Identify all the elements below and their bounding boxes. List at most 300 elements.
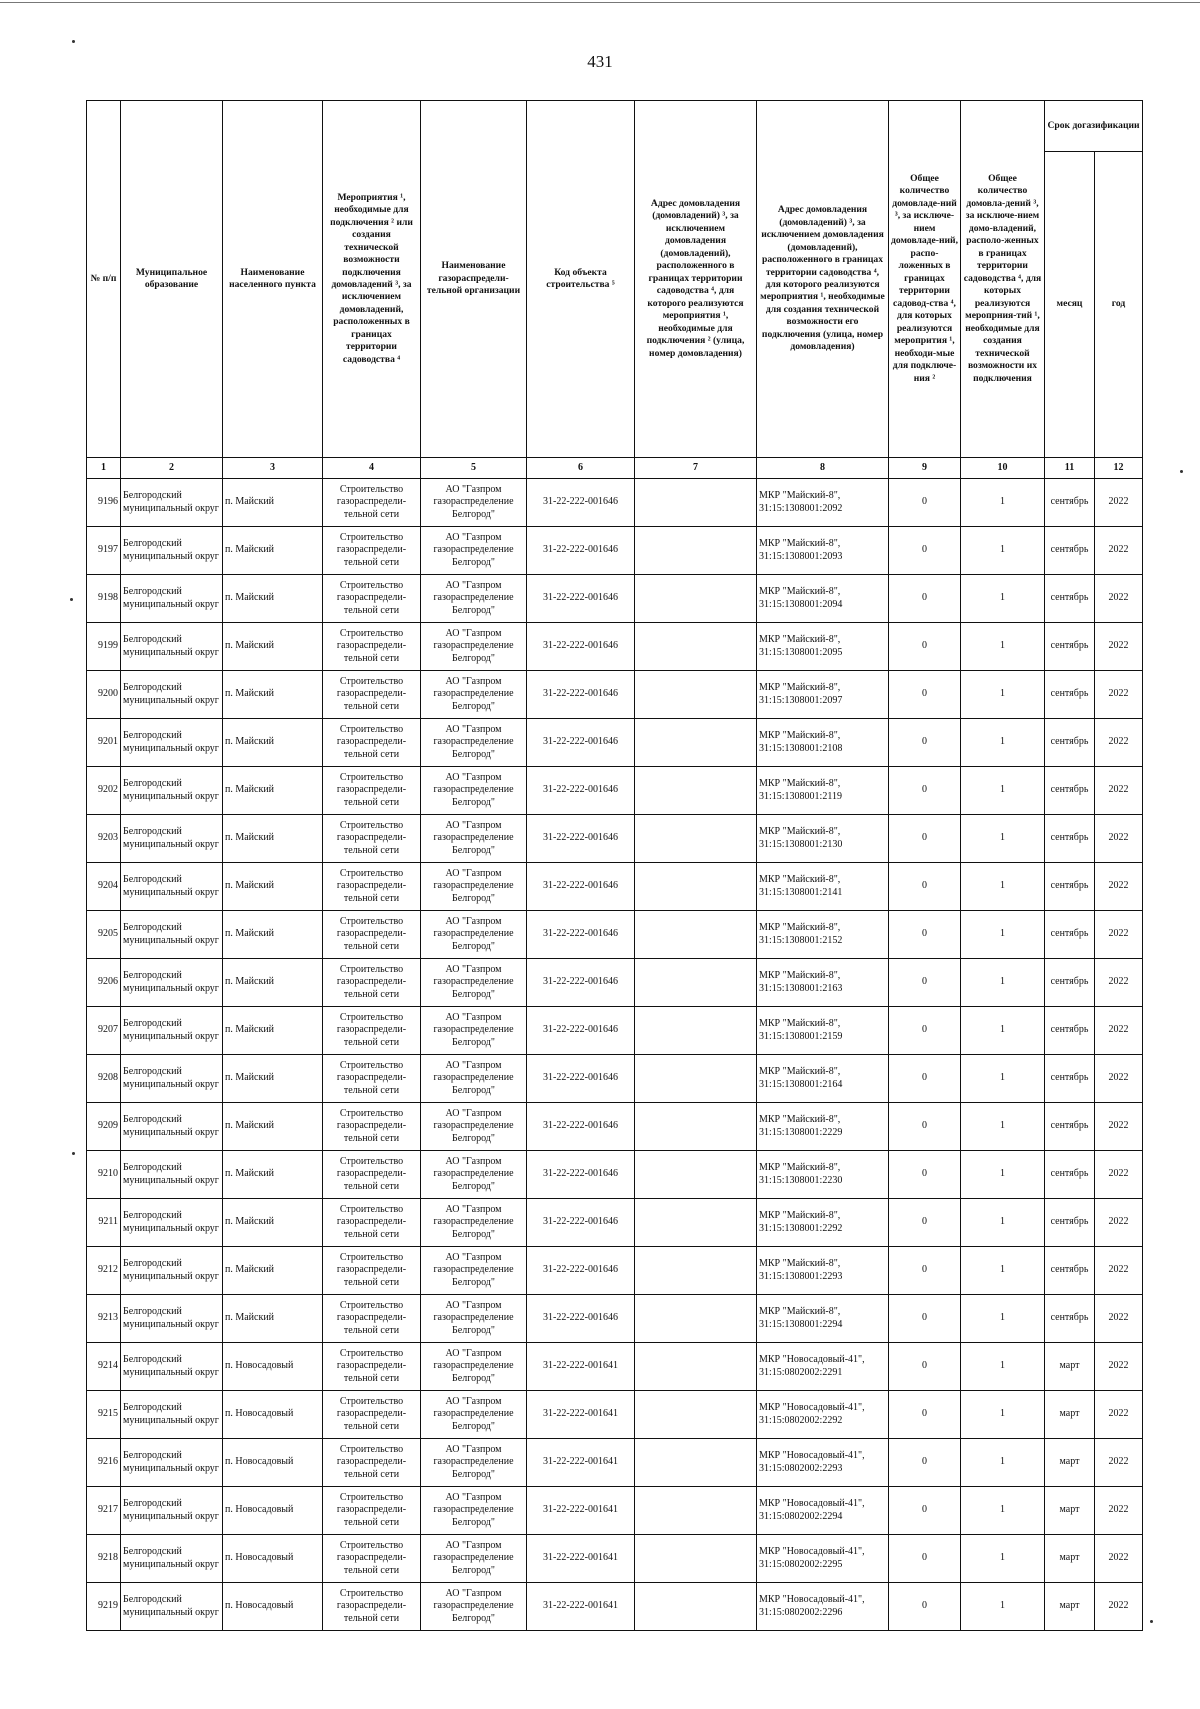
table-row	[87, 623, 1143, 671]
header-month: месяц	[1045, 152, 1095, 458]
count-capability-cell: 1	[961, 527, 1045, 575]
municipality-cell: Белгородский муниципальный округ	[121, 1343, 223, 1391]
object-code-cell: 31-22-222-001646	[527, 1199, 635, 1247]
year-cell: 2022	[1095, 1439, 1143, 1487]
column-number: 3	[223, 458, 323, 479]
month-cell: сентябрь	[1045, 1199, 1095, 1247]
municipality-cell: Белгородский муниципальный округ	[121, 815, 223, 863]
count-connection-cell: 0	[889, 1391, 961, 1439]
count-capability-cell: 1	[961, 911, 1045, 959]
table-row	[87, 1295, 1143, 1343]
measure-cell: Строительство газораспредели-тельной сети	[323, 1055, 421, 1103]
object-code-cell: 31-22-222-001641	[527, 1487, 635, 1535]
count-connection-cell: 0	[889, 719, 961, 767]
municipality-cell: Белгородский муниципальный округ	[121, 1103, 223, 1151]
count-connection-cell: 0	[889, 1055, 961, 1103]
municipality-cell: Белгородский муниципальный округ	[121, 575, 223, 623]
address-connection-cell	[635, 1583, 757, 1631]
count-capability-cell: 1	[961, 1199, 1045, 1247]
address-connection-cell	[635, 575, 757, 623]
address-connection-cell	[635, 1247, 757, 1295]
address-capability-cell: МКР "Майский-8", 31:15:1308001:2152	[757, 911, 889, 959]
count-connection-cell: 0	[889, 623, 961, 671]
measure-cell: Строительство газораспредели-тельной сети	[323, 1199, 421, 1247]
month-cell: сентябрь	[1045, 1151, 1095, 1199]
measure-cell: Строительство газораспредели-тельной сети	[323, 1103, 421, 1151]
measure-cell: Строительство газораспредели-тельной сети	[323, 1007, 421, 1055]
header-gas-org: Наименование газораспредели-тельной организации	[421, 101, 527, 458]
settlement-cell: п. Майский	[223, 767, 323, 815]
municipality-cell: Белгородский муниципальный округ	[121, 719, 223, 767]
municipality-cell: Белгородский муниципальный округ	[121, 623, 223, 671]
gas-org-cell: АО "Газпром газораспределение Белгород"	[421, 575, 527, 623]
month-cell: сентябрь	[1045, 863, 1095, 911]
address-connection-cell	[635, 1199, 757, 1247]
municipality-cell: Белгородский муниципальный округ	[121, 1007, 223, 1055]
measure-cell: Строительство газораспредели-тельной сети	[323, 527, 421, 575]
gas-org-cell: АО "Газпром газораспределение Белгород"	[421, 623, 527, 671]
object-code-cell: 31-22-222-001646	[527, 959, 635, 1007]
gas-org-cell: АО "Газпром газораспределение Белгород"	[421, 479, 527, 527]
municipality-cell: Белгородский муниципальный округ	[121, 479, 223, 527]
gas-org-cell: АО "Газпром газораспределение Белгород"	[421, 1295, 527, 1343]
address-capability-cell: МКР "Новосадовый-41", 31:15:0802002:2291	[757, 1343, 889, 1391]
header-count-capability: Общее количество домовла-дений ³, за исключе-нием домо-владений, располо-женных в границах территории садоводства ⁴, для которых реализуются меропрния-тий ¹, необходимые для создания технической возможности их подключения	[961, 101, 1045, 458]
count-connection-cell: 0	[889, 911, 961, 959]
month-cell: сентябрь	[1045, 719, 1095, 767]
table-row	[87, 1535, 1143, 1583]
count-capability-cell: 1	[961, 479, 1045, 527]
measure-cell: Строительство газораспредели-тельной сети	[323, 671, 421, 719]
address-capability-cell: МКР "Майский-8", 31:15:1308001:2093	[757, 527, 889, 575]
month-cell: март	[1045, 1487, 1095, 1535]
count-capability-cell: 1	[961, 1391, 1045, 1439]
settlement-cell: п. Майский	[223, 527, 323, 575]
month-cell: март	[1045, 1391, 1095, 1439]
gas-org-cell: АО "Газпром газораспределение Белгород"	[421, 1343, 527, 1391]
address-capability-cell: МКР "Майский-8", 31:15:1308001:2163	[757, 959, 889, 1007]
month-cell: сентябрь	[1045, 671, 1095, 719]
table-row	[87, 719, 1143, 767]
row-number: 9204	[87, 863, 121, 911]
count-connection-cell: 0	[889, 1103, 961, 1151]
year-cell: 2022	[1095, 911, 1143, 959]
row-number: 9212	[87, 1247, 121, 1295]
year-cell: 2022	[1095, 1487, 1143, 1535]
row-number: 9203	[87, 815, 121, 863]
table-row	[87, 911, 1143, 959]
month-cell: март	[1045, 1439, 1095, 1487]
object-code-cell: 31-22-222-001646	[527, 1103, 635, 1151]
settlement-cell: п. Майский	[223, 863, 323, 911]
address-capability-cell: МКР "Новосадовый-41", 31:15:0802002:2296	[757, 1583, 889, 1631]
object-code-cell: 31-22-222-001641	[527, 1439, 635, 1487]
count-connection-cell: 0	[889, 1343, 961, 1391]
municipality-cell: Белгородский муниципальный округ	[121, 1439, 223, 1487]
measure-cell: Строительство газораспредели-тельной сети	[323, 815, 421, 863]
address-connection-cell	[635, 623, 757, 671]
year-cell: 2022	[1095, 1247, 1143, 1295]
count-capability-cell: 1	[961, 1487, 1045, 1535]
measure-cell: Строительство газораспредели-тельной сети	[323, 1583, 421, 1631]
object-code-cell: 31-22-222-001646	[527, 719, 635, 767]
gas-org-cell: АО "Газпром газораспределение Белгород"	[421, 959, 527, 1007]
row-number: 9202	[87, 767, 121, 815]
table-row	[87, 1391, 1143, 1439]
measure-cell: Строительство газораспредели-тельной сети	[323, 863, 421, 911]
column-number: 5	[421, 458, 527, 479]
measure-cell: Строительство газораспредели-тельной сети	[323, 1343, 421, 1391]
scan-speck	[72, 40, 75, 43]
count-connection-cell: 0	[889, 479, 961, 527]
settlement-cell: п. Новосадовый	[223, 1583, 323, 1631]
count-connection-cell: 0	[889, 767, 961, 815]
measure-cell: Строительство газораспредели-тельной сети	[323, 1439, 421, 1487]
count-connection-cell: 0	[889, 1247, 961, 1295]
measure-cell: Строительство газораспредели-тельной сети	[323, 959, 421, 1007]
gasification-table	[86, 100, 1143, 1631]
municipality-cell: Белгородский муниципальный округ	[121, 1055, 223, 1103]
settlement-cell: п. Новосадовый	[223, 1535, 323, 1583]
year-cell: 2022	[1095, 1151, 1143, 1199]
count-connection-cell: 0	[889, 815, 961, 863]
month-cell: сентябрь	[1045, 527, 1095, 575]
count-connection-cell: 0	[889, 575, 961, 623]
row-number: 9199	[87, 623, 121, 671]
month-cell: сентябрь	[1045, 911, 1095, 959]
count-connection-cell: 0	[889, 1007, 961, 1055]
scan-speck	[1150, 1620, 1153, 1623]
count-capability-cell: 1	[961, 1535, 1045, 1583]
table-row	[87, 575, 1143, 623]
address-connection-cell	[635, 1343, 757, 1391]
table-row	[87, 671, 1143, 719]
row-number: 9197	[87, 527, 121, 575]
object-code-cell: 31-22-222-001641	[527, 1583, 635, 1631]
row-number: 9216	[87, 1439, 121, 1487]
table-row	[87, 1583, 1143, 1631]
address-connection-cell	[635, 527, 757, 575]
top-rule	[0, 2, 1200, 3]
count-capability-cell: 1	[961, 1007, 1045, 1055]
table-row	[87, 767, 1143, 815]
address-capability-cell: МКР "Майский-8", 31:15:1308001:2108	[757, 719, 889, 767]
month-cell: сентябрь	[1045, 959, 1095, 1007]
month-cell: сентябрь	[1045, 575, 1095, 623]
address-connection-cell	[635, 719, 757, 767]
count-capability-cell: 1	[961, 1055, 1045, 1103]
municipality-cell: Белгородский муниципальный округ	[121, 863, 223, 911]
municipality-cell: Белгородский муниципальный округ	[121, 959, 223, 1007]
object-code-cell: 31-22-222-001646	[527, 767, 635, 815]
measure-cell: Строительство газораспредели-тельной сети	[323, 719, 421, 767]
year-cell: 2022	[1095, 575, 1143, 623]
measure-cell: Строительство газораспредели-тельной сети	[323, 1295, 421, 1343]
gas-org-cell: АО "Газпром газораспределение Белгород"	[421, 671, 527, 719]
header-deadline: Срок догазификации	[1045, 101, 1143, 152]
year-cell: 2022	[1095, 1055, 1143, 1103]
address-connection-cell	[635, 479, 757, 527]
gas-org-cell: АО "Газпром газораспределение Белгород"	[421, 1055, 527, 1103]
address-capability-cell: МКР "Майский-8", 31:15:1308001:2130	[757, 815, 889, 863]
table-row	[87, 1055, 1143, 1103]
column-number: 7	[635, 458, 757, 479]
measure-cell: Строительство газораспредели-тельной сети	[323, 623, 421, 671]
settlement-cell: п. Майский	[223, 719, 323, 767]
column-number: 6	[527, 458, 635, 479]
scan-speck	[72, 1152, 75, 1155]
month-cell: март	[1045, 1343, 1095, 1391]
header-year: год	[1095, 152, 1143, 458]
object-code-cell: 31-22-222-001646	[527, 623, 635, 671]
table-row	[87, 1199, 1143, 1247]
object-code-cell: 31-22-222-001646	[527, 479, 635, 527]
object-code-cell: 31-22-222-001646	[527, 863, 635, 911]
count-connection-cell: 0	[889, 863, 961, 911]
row-number: 9206	[87, 959, 121, 1007]
row-number: 9200	[87, 671, 121, 719]
address-capability-cell: МКР "Новосадовый-41", 31:15:0802002:2295	[757, 1535, 889, 1583]
column-number-row	[87, 458, 1143, 479]
table-row	[87, 1439, 1143, 1487]
settlement-cell: п. Майский	[223, 1295, 323, 1343]
count-capability-cell: 1	[961, 1343, 1045, 1391]
gas-org-cell: АО "Газпром газораспределение Белгород"	[421, 1487, 527, 1535]
count-connection-cell: 0	[889, 1535, 961, 1583]
object-code-cell: 31-22-222-001646	[527, 1295, 635, 1343]
table-row	[87, 527, 1143, 575]
object-code-cell: 31-22-222-001646	[527, 1247, 635, 1295]
municipality-cell: Белгородский муниципальный округ	[121, 1199, 223, 1247]
row-number: 9219	[87, 1583, 121, 1631]
month-cell: март	[1045, 1535, 1095, 1583]
municipality-cell: Белгородский муниципальный округ	[121, 527, 223, 575]
settlement-cell: п. Майский	[223, 1199, 323, 1247]
measure-cell: Строительство газораспредели-тельной сети	[323, 1487, 421, 1535]
measure-cell: Строительство газораспредели-тельной сети	[323, 911, 421, 959]
object-code-cell: 31-22-222-001646	[527, 1151, 635, 1199]
municipality-cell: Белгородский муниципальный округ	[121, 1295, 223, 1343]
column-number: 1	[87, 458, 121, 479]
column-number: 4	[323, 458, 421, 479]
table-row	[87, 815, 1143, 863]
count-capability-cell: 1	[961, 815, 1045, 863]
month-cell: сентябрь	[1045, 1007, 1095, 1055]
count-capability-cell: 1	[961, 575, 1045, 623]
header-address-connection: Адрес домовладения (домовладений) ³, за исключением домовладения (домовладений), расположенного в границах территории садоводства ⁴, для которого реализуются мероприятия ¹, необходимые для подключения ² (улица, номер домовладения)	[635, 101, 757, 458]
address-capability-cell: МКР "Майский-8", 31:15:1308001:2159	[757, 1007, 889, 1055]
address-connection-cell	[635, 815, 757, 863]
municipality-cell: Белгородский муниципальный округ	[121, 1151, 223, 1199]
address-connection-cell	[635, 1487, 757, 1535]
address-capability-cell: МКР "Майский-8", 31:15:1308001:2097	[757, 671, 889, 719]
address-capability-cell: МКР "Майский-8", 31:15:1308001:2119	[757, 767, 889, 815]
address-connection-cell	[635, 1007, 757, 1055]
settlement-cell: п. Майский	[223, 1247, 323, 1295]
header-municipality: Муниципальное образование	[121, 101, 223, 458]
count-connection-cell: 0	[889, 671, 961, 719]
month-cell: сентябрь	[1045, 1055, 1095, 1103]
count-capability-cell: 1	[961, 767, 1045, 815]
gas-org-cell: АО "Газпром газораспределение Белгород"	[421, 1103, 527, 1151]
year-cell: 2022	[1095, 1295, 1143, 1343]
row-number: 9207	[87, 1007, 121, 1055]
row-number: 9210	[87, 1151, 121, 1199]
settlement-cell: п. Майский	[223, 911, 323, 959]
table-row	[87, 1247, 1143, 1295]
count-connection-cell: 0	[889, 959, 961, 1007]
address-connection-cell	[635, 911, 757, 959]
gas-org-cell: АО "Газпром газораспределение Белгород"	[421, 1007, 527, 1055]
scan-speck	[70, 598, 73, 601]
address-capability-cell: МКР "Майский-8", 31:15:1308001:2230	[757, 1151, 889, 1199]
municipality-cell: Белгородский муниципальный округ	[121, 1487, 223, 1535]
header-object-code: Код объекта строительства ⁵	[527, 101, 635, 458]
month-cell: сентябрь	[1045, 1247, 1095, 1295]
address-capability-cell: МКР "Майский-8", 31:15:1308001:2293	[757, 1247, 889, 1295]
municipality-cell: Белгородский муниципальный округ	[121, 1583, 223, 1631]
year-cell: 2022	[1095, 1007, 1143, 1055]
month-cell: сентябрь	[1045, 623, 1095, 671]
month-cell: сентябрь	[1045, 479, 1095, 527]
year-cell: 2022	[1095, 623, 1143, 671]
count-capability-cell: 1	[961, 1439, 1045, 1487]
header-measures: Мероприятия ¹, необходимые для подключения ² или создания технической возможности подключения домовладений ³, за исключением домовладений, расположенных в границах территории садоводства ⁴	[323, 101, 421, 458]
gas-org-cell: АО "Газпром газораспределение Белгород"	[421, 527, 527, 575]
settlement-cell: п. Новосадовый	[223, 1391, 323, 1439]
year-cell: 2022	[1095, 719, 1143, 767]
column-number: 9	[889, 458, 961, 479]
gas-org-cell: АО "Газпром газораспределение Белгород"	[421, 863, 527, 911]
gas-org-cell: АО "Газпром газораспределение Белгород"	[421, 1151, 527, 1199]
count-capability-cell: 1	[961, 1151, 1045, 1199]
count-connection-cell: 0	[889, 527, 961, 575]
measure-cell: Строительство газораспредели-тельной сети	[323, 575, 421, 623]
address-capability-cell: МКР "Майский-8", 31:15:1308001:2094	[757, 575, 889, 623]
address-capability-cell: МКР "Майский-8", 31:15:1308001:2164	[757, 1055, 889, 1103]
count-capability-cell: 1	[961, 719, 1045, 767]
count-capability-cell: 1	[961, 1247, 1045, 1295]
month-cell: сентябрь	[1045, 767, 1095, 815]
table-row	[87, 1343, 1143, 1391]
address-capability-cell: МКР "Майский-8", 31:15:1308001:2095	[757, 623, 889, 671]
settlement-cell: п. Майский	[223, 1007, 323, 1055]
gas-org-cell: АО "Газпром газораспределение Белгород"	[421, 1199, 527, 1247]
column-number: 11	[1045, 458, 1095, 479]
month-cell: сентябрь	[1045, 1103, 1095, 1151]
year-cell: 2022	[1095, 1199, 1143, 1247]
object-code-cell: 31-22-222-001646	[527, 815, 635, 863]
table-row	[87, 959, 1143, 1007]
address-connection-cell	[635, 671, 757, 719]
year-cell: 2022	[1095, 671, 1143, 719]
settlement-cell: п. Майский	[223, 815, 323, 863]
object-code-cell: 31-22-222-001646	[527, 575, 635, 623]
address-capability-cell: МКР "Майский-8", 31:15:1308001:2092	[757, 479, 889, 527]
address-capability-cell: МКР "Майский-8", 31:15:1308001:2229	[757, 1103, 889, 1151]
count-connection-cell: 0	[889, 1151, 961, 1199]
settlement-cell: п. Майский	[223, 1055, 323, 1103]
object-code-cell: 31-22-222-001641	[527, 1391, 635, 1439]
row-number: 9211	[87, 1199, 121, 1247]
table-row	[87, 1103, 1143, 1151]
count-connection-cell: 0	[889, 1199, 961, 1247]
object-code-cell: 31-22-222-001641	[527, 1535, 635, 1583]
year-cell: 2022	[1095, 863, 1143, 911]
count-capability-cell: 1	[961, 623, 1045, 671]
count-connection-cell: 0	[889, 1439, 961, 1487]
column-number: 10	[961, 458, 1045, 479]
month-cell: март	[1045, 1583, 1095, 1631]
municipality-cell: Белгородский муниципальный округ	[121, 1391, 223, 1439]
measure-cell: Строительство газораспредели-тельной сети	[323, 1151, 421, 1199]
municipality-cell: Белгородский муниципальный округ	[121, 767, 223, 815]
count-connection-cell: 0	[889, 1487, 961, 1535]
settlement-cell: п. Майский	[223, 671, 323, 719]
table-row	[87, 1007, 1143, 1055]
address-capability-cell: МКР "Новосадовый-41", 31:15:0802002:2294	[757, 1487, 889, 1535]
address-connection-cell	[635, 767, 757, 815]
year-cell: 2022	[1095, 1583, 1143, 1631]
address-capability-cell: МКР "Майский-8", 31:15:1308001:2141	[757, 863, 889, 911]
header-count-connection: Общее количество домовладе-ний ³, за исключе-нием домовладе-ний, распо-ложенных в границах территории садовод-ства ⁴, для которых реализуются меропрития ¹, необходи-мые для подключе-ния ²	[889, 101, 961, 458]
year-cell: 2022	[1095, 527, 1143, 575]
address-connection-cell	[635, 863, 757, 911]
table-body	[87, 479, 1143, 1631]
gas-org-cell: АО "Газпром газораспределение Белгород"	[421, 911, 527, 959]
count-connection-cell: 0	[889, 1295, 961, 1343]
gas-org-cell: АО "Газпром газораспределение Белгород"	[421, 767, 527, 815]
object-code-cell: 31-22-222-001646	[527, 527, 635, 575]
row-number: 9217	[87, 1487, 121, 1535]
settlement-cell: п. Майский	[223, 1151, 323, 1199]
address-connection-cell	[635, 1151, 757, 1199]
measure-cell: Строительство газораспредели-тельной сети	[323, 1247, 421, 1295]
measure-cell: Строительство газораспредели-тельной сети	[323, 1391, 421, 1439]
settlement-cell: п. Майский	[223, 479, 323, 527]
settlement-cell: п. Новосадовый	[223, 1487, 323, 1535]
settlement-cell: п. Новосадовый	[223, 1343, 323, 1391]
municipality-cell: Белгородский муниципальный округ	[121, 1535, 223, 1583]
column-number: 12	[1095, 458, 1143, 479]
address-connection-cell	[635, 1439, 757, 1487]
gas-org-cell: АО "Газпром газораспределение Белгород"	[421, 1583, 527, 1631]
row-number: 9218	[87, 1535, 121, 1583]
year-cell: 2022	[1095, 1535, 1143, 1583]
address-capability-cell: МКР "Майский-8", 31:15:1308001:2294	[757, 1295, 889, 1343]
row-number: 9201	[87, 719, 121, 767]
gas-org-cell: АО "Газпром газораспределение Белгород"	[421, 1247, 527, 1295]
count-capability-cell: 1	[961, 1295, 1045, 1343]
object-code-cell: 31-22-222-001646	[527, 1007, 635, 1055]
row-number: 9198	[87, 575, 121, 623]
row-number: 9209	[87, 1103, 121, 1151]
gas-org-cell: АО "Газпром газораспределение Белгород"	[421, 815, 527, 863]
header-num: № п/п	[87, 101, 121, 458]
count-capability-cell: 1	[961, 959, 1045, 1007]
measure-cell: Строительство газораспредели-тельной сети	[323, 767, 421, 815]
header-settlement: Наименование населенного пункта	[223, 101, 323, 458]
month-cell: сентябрь	[1045, 815, 1095, 863]
year-cell: 2022	[1095, 815, 1143, 863]
count-capability-cell: 1	[961, 863, 1045, 911]
year-cell: 2022	[1095, 1103, 1143, 1151]
settlement-cell: п. Майский	[223, 623, 323, 671]
column-number: 8	[757, 458, 889, 479]
column-number: 2	[121, 458, 223, 479]
row-number: 9214	[87, 1343, 121, 1391]
row-number: 9205	[87, 911, 121, 959]
